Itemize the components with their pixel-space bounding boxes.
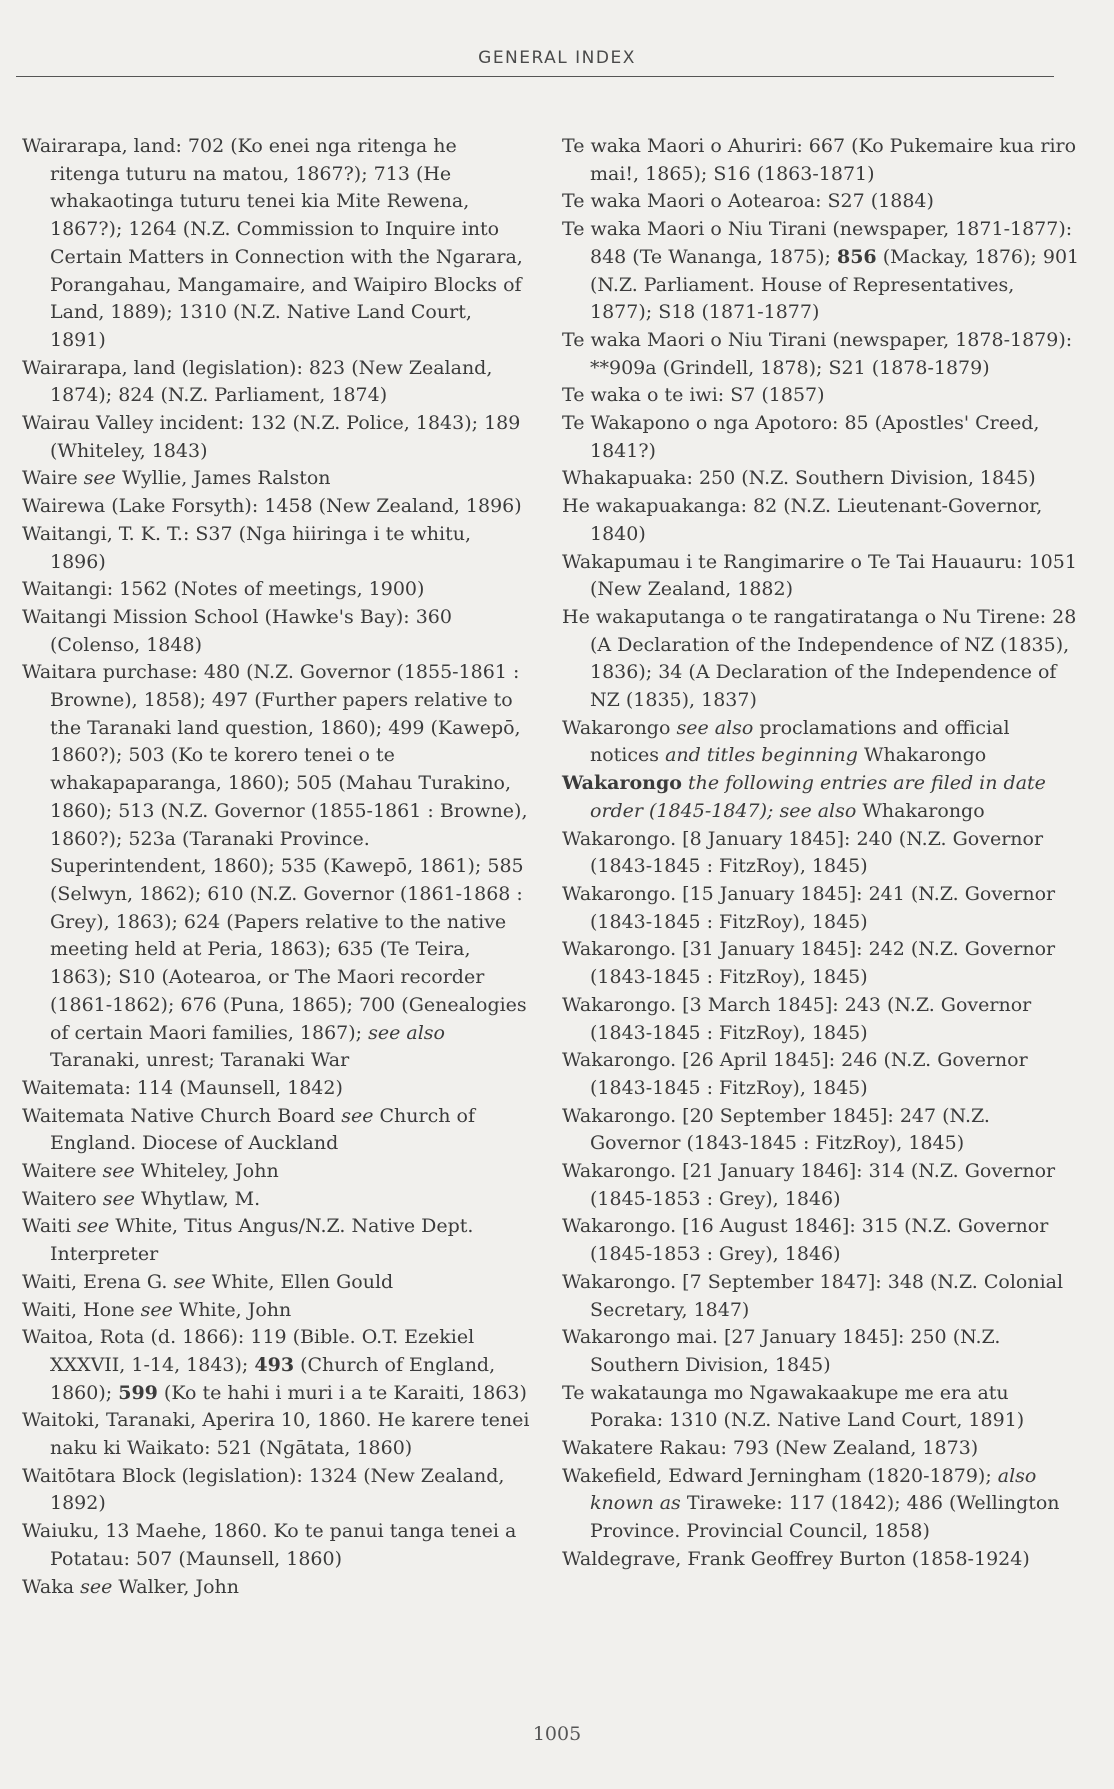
index-entry: Waitangi, T. K. T.: S37 (Nga hiiringa i te whitu, 1896) [22, 522, 472, 573]
index-entry: Waitangi Mission School (Hawke's Bay): 360 (Colenso, 1848) [22, 605, 452, 656]
index-entry: Wakarongo the following entries are filed in date order (1845-1847); see also Whakarongo [562, 772, 1046, 822]
index-entry: Wakefield, Edward Jerningham (1820-1879); also known as Tiraweke: 117 (1842); 486 (Wellington Province. Provincial Council, 1858) [562, 1464, 1060, 1543]
index-entry: He wakaputanga o te rangatiratanga o Nu Tirene: 28 (A Declaration of the Independence of NZ (1835), 1836); 34 (A Declaration of the Independence of NZ (1835), 1837) [562, 605, 1077, 712]
index-entry: Wairewa (Lake Forsyth): 1458 (New Zealand, 1896) [22, 495, 522, 518]
index-entry: Waitōtara Block (legislation): 1324 (New Zealand, 1892) [22, 1464, 505, 1515]
index-entry: Wakarongo. [3 March 1845]: 243 (N.Z. Governor (1843-1845 : FitzRoy), 1845) [562, 993, 1032, 1044]
index-entry: Waitere see Whiteley, John [22, 1160, 279, 1183]
index-entry: Waitara purchase: 480 (N.Z. Governor (1855-1861 : Browne), 1858); 497 (Further papers relative to the Taranaki land question, 1860); 499 (Kawepō, 1860?); 503 (Ko te korero tenei o te whakapaparanga, 1860); 505 (Mahau Turakino, 1860); 513 (N.Z. Governor (1855-1861 : Browne), 1860?); 523a (Taranaki Province. Superintendent, 1860); 535 (Kawepō, 1861); 585 (Selwyn, 1862); 610 (N.Z. Governor (1861-1868 : Grey), 1863); 624 (Papers relative to the native meeting held at Peria, 1863); 635 (Te Teira, 1863); S10 (Aotearoa, or The Maori recorder (1861-1862); 676 (Puna, 1865); 700 (Genealogies of certain Maori families, 1867); see also Taranaki, unrest; Taranaki War [22, 661, 528, 1072]
running-header: GENERAL INDEX [478, 48, 636, 68]
index-entry: Te waka Maori o Ahuriri: 667 (Ko Pukemaire kua riro mai!, 1865); S16 (1863-1871) [562, 135, 1077, 185]
index-entry: Wakarongo mai. [27 January 1845]: 250 (N.Z. Southern Division, 1845) [562, 1326, 1001, 1376]
index-entry: Wairarapa, land (legislation): 823 (New Zealand, 1874); 824 (N.Z. Parliament, 1874) [22, 356, 493, 407]
index-entry: Whakapuaka: 250 (N.Z. Southern Division, 1845) [562, 467, 1036, 490]
index-entry: Waka see Walker, John [22, 1575, 240, 1598]
index-entry: Te waka Maori o Niu Tirani (newspaper, 1871-1877): 848 (Te Wananga, 1875); 856 (Mackay, 1876); 901 (N.Z. Parliament. House of Representatives, 1877); S18 (1871-1877) [562, 218, 1080, 324]
index-entry: Wairau Valley incident: 132 (N.Z. Police, 1843); 189 (Whiteley, 1843) [22, 412, 521, 462]
index-entry: Waitoa, Rota (d. 1866): 119 (Bible. O.T. Ezekiel XXXVII, 1-14, 1843); 493 (Church of England, 1860); 599 (Ko te hahi i muri i a te Karaiti, 1863) [22, 1326, 527, 1404]
index-column-right [562, 133, 1082, 1574]
index-entry: He wakapuakanga: 82 (N.Z. Lieutenant-Governor, 1840) [562, 495, 1043, 545]
index-entry: Wakarongo. [15 January 1845]: 241 (N.Z. Governor (1843-1845 : FitzRoy), 1845) [562, 882, 1056, 933]
index-entry: Te Wakapono o nga Apotoro: 85 (Apostles' Creed, 1841?) [562, 412, 1040, 462]
index-entry: Waiti see White, Titus Angus/N.Z. Native Dept. Interpreter [22, 1215, 474, 1266]
index-entry: Wakarongo. [31 January 1845]: 242 (N.Z. Governor (1843-1845 : FitzRoy), 1845) [562, 938, 1056, 989]
index-entry: Waiti, Erena G. see White, Ellen Gould [22, 1270, 394, 1293]
index-entry: Wakarongo. [21 January 1846]: 314 (N.Z. Governor (1845-1853 : Grey), 1846) [562, 1160, 1056, 1210]
index-entry: Te waka Maori o Niu Tirani (newspaper, 1878-1879): **909a (Grindell, 1878); S21 (1878-1879) [562, 328, 1073, 379]
index-entry: Wakatere Rakau: 793 (New Zealand, 1873) [562, 1437, 979, 1460]
index-entry: Waiti, Hone see White, John [22, 1298, 292, 1321]
index-entry: Wakarongo. [26 April 1845]: 246 (N.Z. Governor (1843-1845 : FitzRoy), 1845) [562, 1049, 1028, 1099]
index-entry: Waitemata: 114 (Maunsell, 1842) [22, 1076, 343, 1099]
index-entry: Waldegrave, Frank Geoffrey Burton (1858-1924) [562, 1547, 1030, 1570]
index-entry: Wakarongo. [8 January 1845]: 240 (N.Z. Governor (1843-1845 : FitzRoy), 1845) [562, 827, 1044, 878]
index-entry: Waitero see Whytlaw, M. [22, 1187, 261, 1210]
index-entry: Wakarongo. [7 September 1847]: 348 (N.Z. Colonial Secretary, 1847) [562, 1270, 1064, 1321]
index-column-left [22, 133, 532, 1601]
index-entry: Waitangi: 1562 (Notes of meetings, 1900) [22, 578, 425, 601]
index-entry: Waitemata Native Church Board see Church of England. Diocese of Auckland [22, 1104, 475, 1155]
index-entry: Wakarongo. [16 August 1846]: 315 (N.Z. Governor (1845-1853 : Grey), 1846) [562, 1215, 1049, 1266]
index-entry: Wairarapa, land: 702 (Ko enei nga ritenga he ritenga tuturu na matou, 1867?); 713 (He whakaotinga tuturu tenei kia Mite Rewena, 1867?); 1264 (N.Z. Commission to Inquire into Certain Matters in Connection with the Ngarara, Porangahau, Mangamaire, and Waipiro Blocks of Land, 1889); 1310 (N.Z. Native Land Court, 1891) [22, 135, 523, 351]
header-rule [16, 76, 1054, 77]
index-entry: Wakarongo. [20 September 1845]: 247 (N.Z. Governor (1843-1845 : FitzRoy), 1845) [562, 1104, 990, 1155]
index-entry: Te wakataunga mo Ngawakaakupe me era atu Poraka: 1310 (N.Z. Native Land Court, 1891) [562, 1381, 1025, 1432]
page-number: 1005 [532, 1723, 582, 1745]
index-entry: Te waka o te iwi: S7 (1857) [562, 384, 825, 407]
index-entry: Waitoki, Taranaki, Aperira 10, 1860. He karere tenei naku ki Waikato: 521 (Ngātata, 1860) [22, 1409, 530, 1460]
index-entry: Wakarongo see also proclamations and official notices and titles beginning Whakarongo [562, 716, 1010, 767]
index-entry: Waiuku, 13 Maehe, 1860. Ko te panui tanga tenei a Potatau: 507 (Maunsell, 1860) [22, 1520, 517, 1570]
index-entry: Waire see Wyllie, James Ralston [22, 467, 331, 490]
index-entry: Te waka Maori o Aotearoa: S27 (1884) [562, 190, 934, 213]
index-entry: Wakapumau i te Rangimarire o Te Tai Hauauru: 1051 (New Zealand, 1882) [562, 550, 1077, 601]
